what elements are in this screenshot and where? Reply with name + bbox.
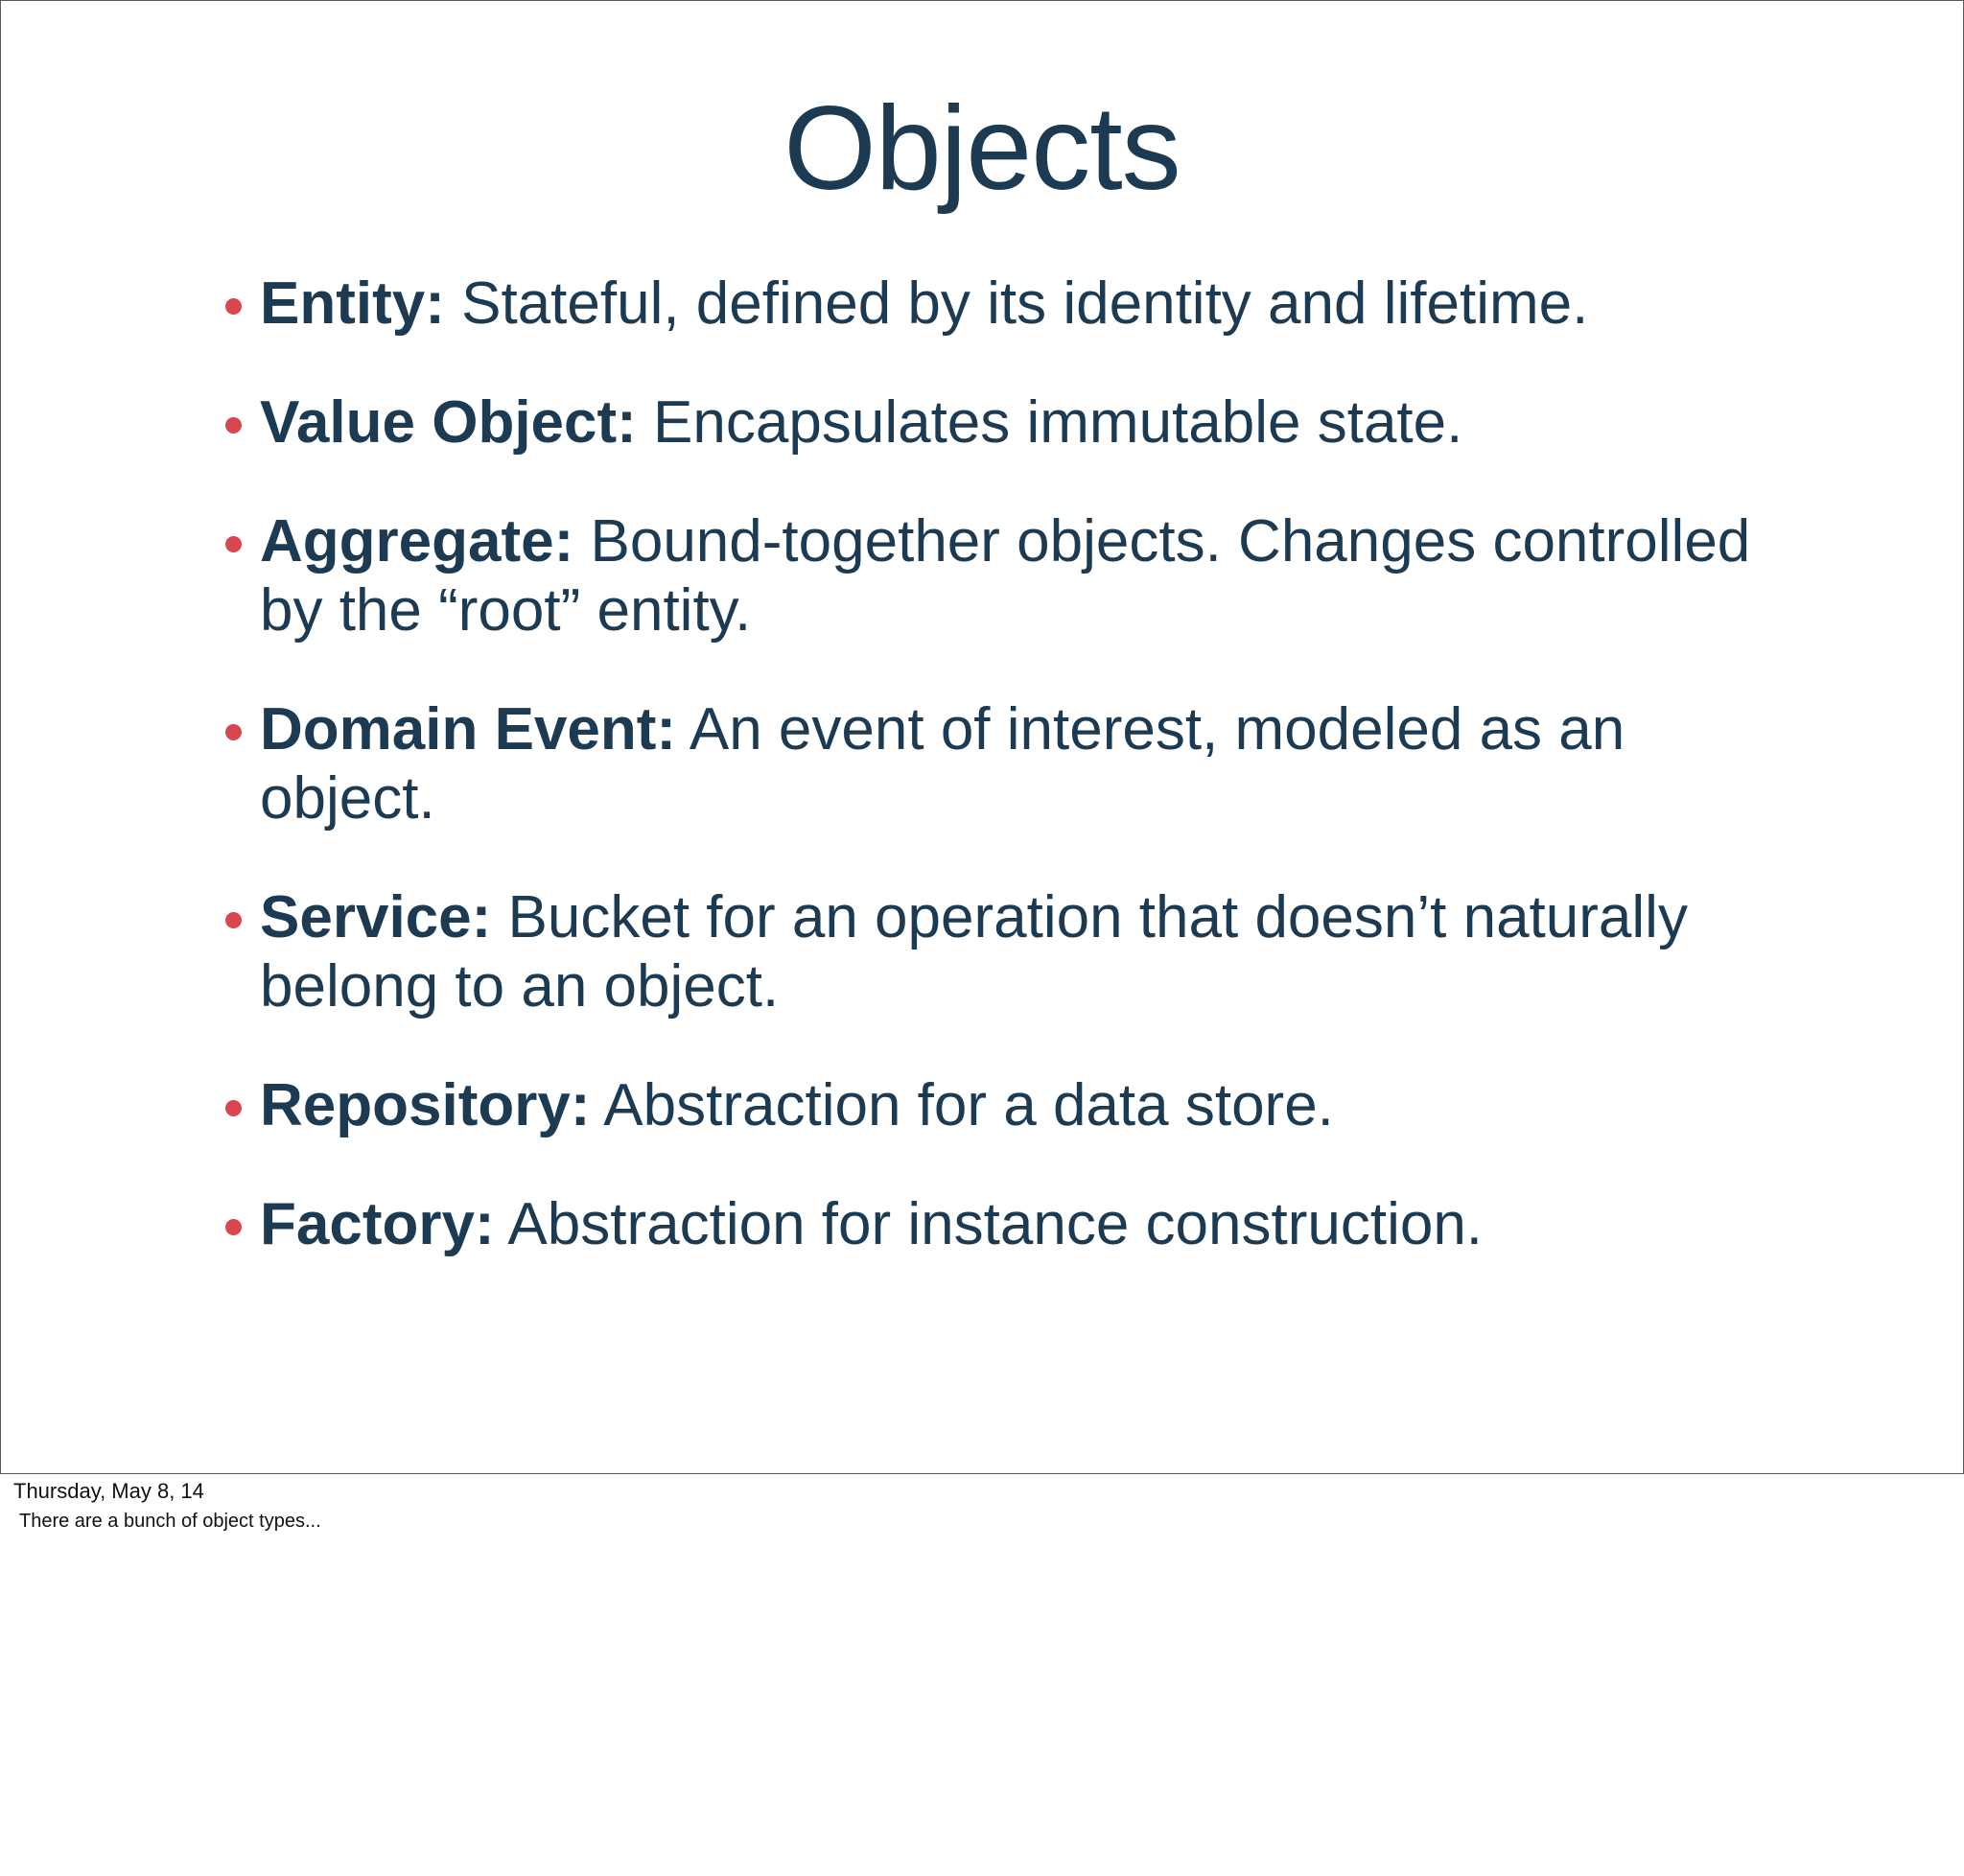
bullet-text: Encapsulates immutable state. [636, 389, 1463, 456]
bullet-item-aggregate [222, 507, 1765, 645]
bullet-term: Domain Event: [260, 696, 677, 762]
bullet-text: Bucket for an operation that doesn’t naturally belong to an object. [260, 884, 1688, 1020]
bullet-item-factory [222, 1190, 1765, 1259]
bullet-term: Entity: [260, 270, 445, 337]
bullet-dot-icon [225, 536, 242, 552]
bullet-item-repository [222, 1071, 1765, 1140]
bullet-term: Factory: [260, 1191, 495, 1257]
slide-title: Objects [783, 82, 1181, 215]
bullet-item-entity [222, 270, 1765, 339]
slide-date: Thursday, May 8, 14 [13, 1479, 204, 1503]
bullet-text: An event of interest, modeled as an object. [260, 696, 1625, 832]
bullet-dot-icon [225, 417, 242, 434]
bullet-item-domain-event [222, 695, 1765, 833]
bullet-term: Repository: [260, 1072, 591, 1138]
speaker-note: There are a bunch of object types... [19, 1511, 321, 1532]
bullet-text: Stateful, defined by its identity and lifetime. [444, 270, 1589, 337]
bullet-dot-icon [225, 1100, 242, 1116]
bullet-dot-icon [225, 912, 242, 928]
bullet-term: Service: [260, 884, 492, 950]
bullet-term: Value Object: [260, 389, 637, 456]
bullet-text: Abstraction for instance construction. [494, 1191, 1484, 1257]
bullet-item-value-object [222, 388, 1765, 457]
bullet-list [222, 270, 1765, 1309]
bullet-dot-icon [225, 724, 242, 740]
bullet-dot-icon [225, 298, 242, 315]
bullet-dot-icon [225, 1219, 242, 1235]
bullet-item-service [222, 883, 1765, 1021]
bullet-text: Bound-together objects. Changes controlled by the “root” entity. [260, 508, 1751, 644]
bullet-text: Abstraction for a data store. [590, 1072, 1334, 1138]
bullet-term: Aggregate: [260, 508, 574, 575]
